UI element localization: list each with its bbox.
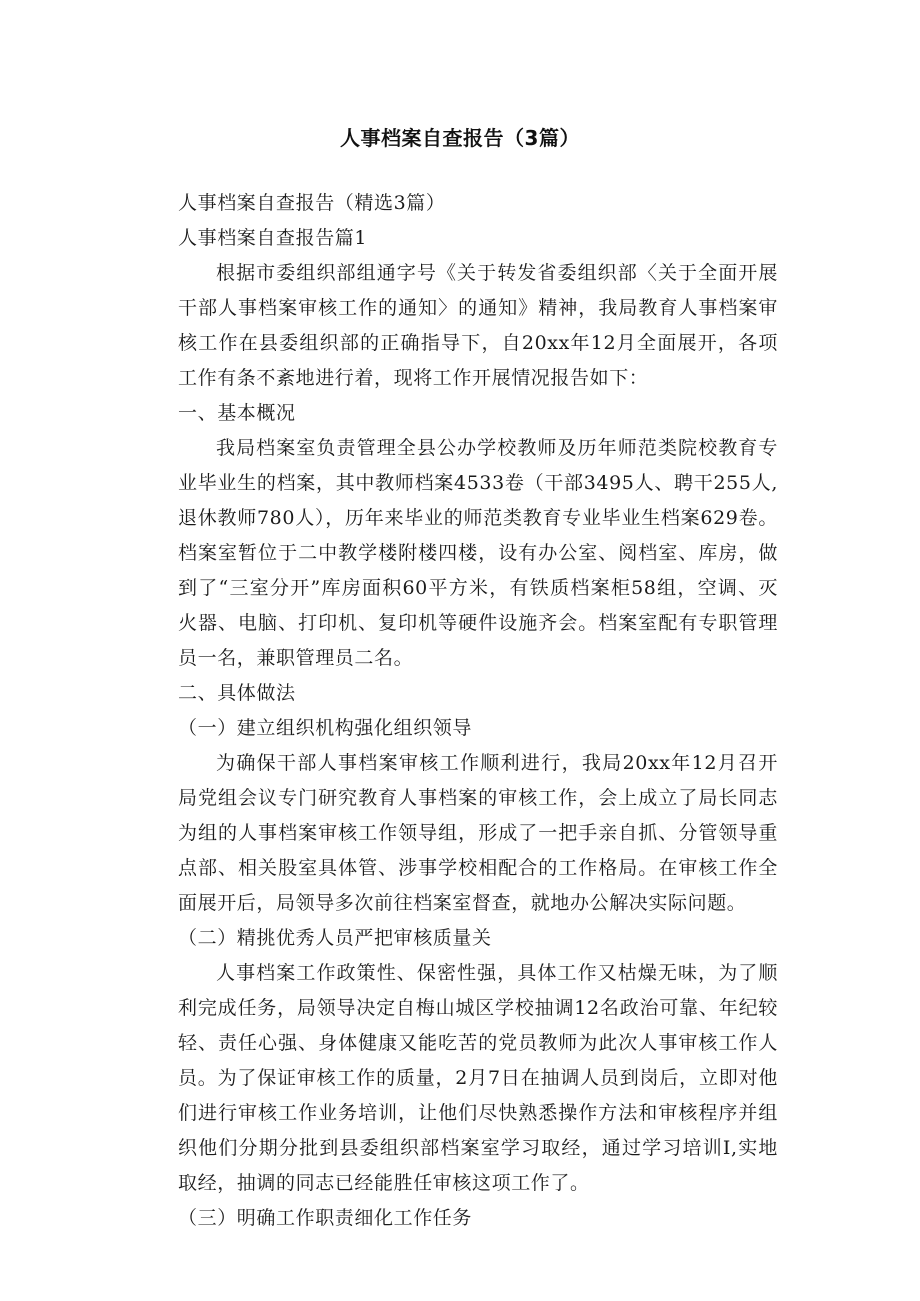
- section-heading-1: 一、基本概况: [178, 402, 296, 424]
- article-title: 人事档案自查报告篇1: [178, 227, 368, 249]
- subsection-heading-1: （一）建立组织机构强化组织领导: [178, 717, 473, 739]
- paragraph-intro: 根据市委组织部组通字号《关于转发省委组织部〈关于全面开展干部人事档案审核工作的通知〉的通知》精神，我局教育人事档案审核工作在县委组织部的正确指导下，自20xx年12月全面展开，各项工作有条不紊地进行着，现将工作开展情况报告如下：: [178, 262, 778, 389]
- section-heading-2: 二、具体做法: [178, 682, 296, 704]
- paragraph-organization: 为确保干部人事档案审核工作顺利进行，我局20xx年12月召开局党组会议专门研究教育人事档案的审核工作，会上成立了局长同志为组的人事档案审核工作领导组，形成了一把手亲自抓、分管领导重点部、相关股室具体管、涉事学校相配合的工作格局。在审核工作全面展开后，局领导多次前往档案室督查，就地办公解决实际问题。: [178, 752, 778, 914]
- document-title: 人事档案自查报告（3篇）: [340, 126, 580, 150]
- document-subtitle: 人事档案自查报告（精选3篇）: [178, 192, 446, 214]
- document-body: [178, 186, 778, 1236]
- paragraph-staffing: 人事档案工作政策性、保密性强，具体工作又枯燥无味，为了顺利完成任务，局领导决定自梅山城区学校抽调12名政治可靠、年纪较轻、责任心强、身体健康又能吃苦的党员教师为此次人事审核工作人员。为了保证审核工作的质量，2月7日在抽调人员到岗后，立即对他们进行审核工作业务培训，让他们尽快熟悉操作方法和审核程序并组织他们分期分批到县委组织部档案室学习取经，通过学习培训I,实地取经，抽调的同志已经能胜任审核这项工作了。: [178, 962, 778, 1194]
- paragraph-overview: 我局档案室负责管理全县公办学校教师及历年师范类院校教育专业毕业生的档案，其中教师档案4533卷（干部3495人、聘干255人,退休教师780人），历年来毕业的师范类教育专业毕业生档案629卷。档案室暂位于二中教学楼附楼四楼，设有办公室、阅档室、库房，做到了“三室分开”库房面积60平方米，有铁质档案柜58组，空调、灭火器、电脑、打印机、复印机等硬件设施齐会。档案室配有专职管理员一名，兼职管理员二名。: [178, 437, 778, 669]
- subsection-heading-3: （三）明确工作职责细化工作任务: [178, 1207, 473, 1229]
- subsection-heading-2: （二）精挑优秀人员严把审核质量关: [178, 927, 492, 949]
